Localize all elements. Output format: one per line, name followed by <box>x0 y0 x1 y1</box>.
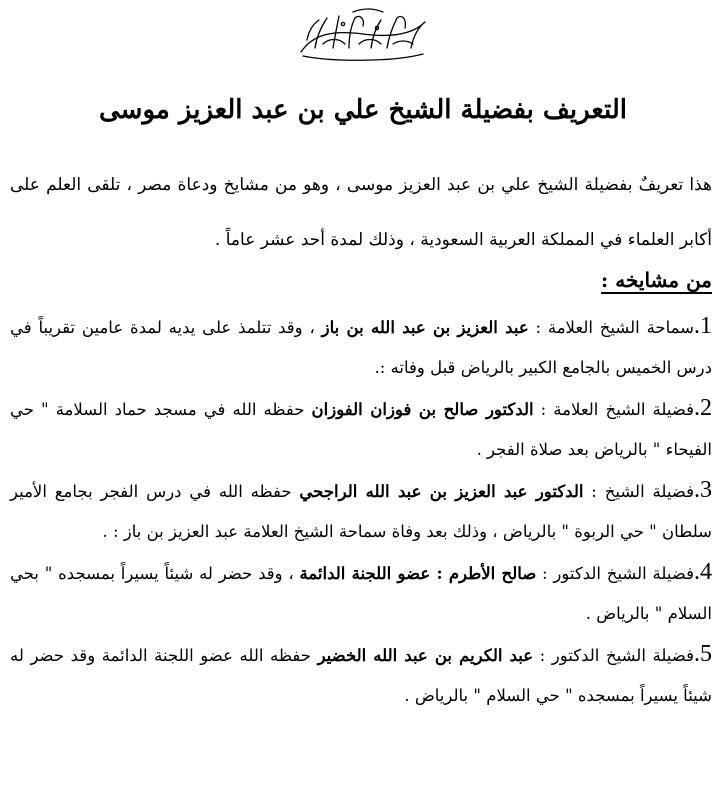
list-item <box>10 388 712 470</box>
list-item <box>10 306 712 388</box>
intro-paragraph: هذا تعريفٌ بفضيلة الشيخ علي بن عبد العزيز موسى ، وهو من مشايخ ودعاة مصر ، تلقى العلم على أكابر العلماء في المملكة العربية السعودية ، وذلك لمدة أحد عشر عاماً . <box>10 175 712 250</box>
item-prefix: فضيلة الشيخ : <box>583 482 694 501</box>
item-name: الدكتور عبد العزيز بن عبد الله الراجحي <box>299 482 584 501</box>
item-details: ، وقد تتلمذ على يديه لمدة عامين تقريباً في درس الخميس بالجامع الكبير بالرياض قبل وفاته :. <box>10 318 712 377</box>
item-prefix: سماحة الشيخ العلامة : <box>528 318 695 337</box>
sheikhs-list <box>10 306 712 716</box>
item-prefix: فضيلة الشيخ العلامة : <box>533 400 694 419</box>
item-name: الدكتور صالح بن فوزان الفوزان <box>311 400 534 419</box>
item-name: عبد الكريم بن عبد الله الخضير <box>317 646 534 665</box>
item-number: 1. <box>694 313 713 339</box>
item-number: 3. <box>694 477 712 503</box>
list-item <box>10 634 712 716</box>
item-name: عبد العزيز بن عبد الله بن باز <box>321 318 529 337</box>
list-item <box>10 470 712 552</box>
item-details: حفظه الله في مسجد حماد السلامة " حي الفيحاء " بالرياض بعد صلاة الفجر . <box>10 400 712 459</box>
item-number: 2. <box>694 395 712 421</box>
basmala-calligraphy <box>293 4 433 66</box>
page-title: التعريف بفضيلة الشيخ علي بن عبد العزيز موسى <box>99 95 627 125</box>
section-heading-text: من مشايخه : <box>600 268 712 292</box>
section-heading <box>601 262 712 298</box>
item-details: حفظه الله في درس الفجر بجامع الأمير سلطان " حي الربوة " بالرياض ، وذلك بعد وفاة سماحة الشيخ العلامة عبد العزيز بن باز : . <box>10 482 712 541</box>
item-name: صالح الأطرم : عضو اللجنة الدائمة <box>299 564 537 583</box>
item-number: 4. <box>694 559 712 585</box>
item-details: ، وقد حضر له شيئاً يسيراً بمسجده " بحي السلام " بالرياض . <box>10 564 712 623</box>
item-number: 5. <box>694 641 712 667</box>
item-prefix: فضيلة الشيخ الدكتور : <box>536 564 694 583</box>
item-prefix: فضيلة الشيخ الدكتور : <box>533 646 694 665</box>
list-item <box>10 552 712 634</box>
item-details: حفظه الله عضو اللجنة الدائمة وقد حضر له شيئاً يسيراً بمسجده " حي السلام " بالرياض . <box>10 646 712 705</box>
